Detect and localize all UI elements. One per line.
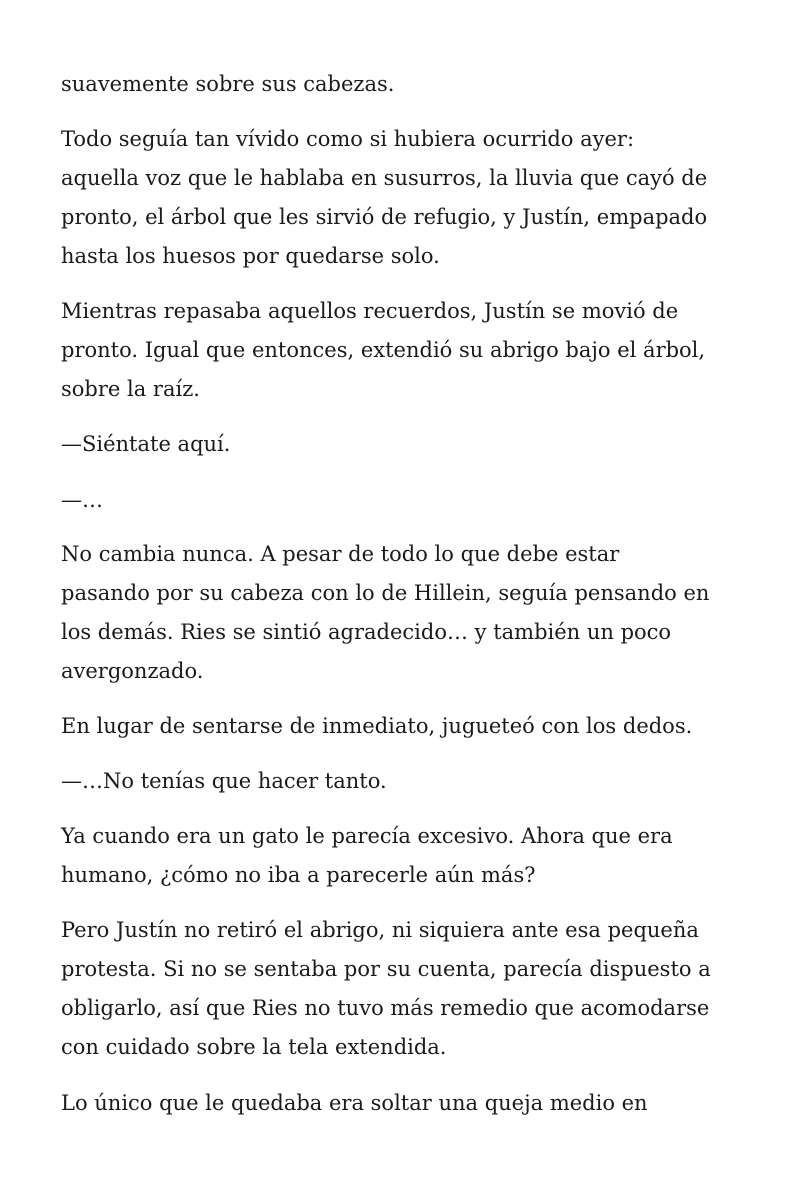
text-line: pasando por su cabeza con lo de Hillein, seguía pensando en [61,581,710,605]
text-line: protesta. Si no se sentaba por su cuenta, parecía dispuesto a [61,957,711,981]
text-line: avergonzado. [61,659,204,683]
text-line: pronto. Igual que entonces, extendió su abrigo bajo el árbol, [61,338,706,362]
text-line: Mientras repasaba aquellos recuerdos, Justín se movió de [61,299,679,323]
text-line: pronto, el árbol que les sirvió de refugio, y Justín, empapado [61,205,708,229]
text-line: No cambia nunca. A pesar de todo lo que debe estar [61,542,620,566]
dialogue-line: —… [61,488,103,512]
text-line: obligarlo, así que Ries no tuvo más remedio que acomodarse [61,996,710,1020]
text-line: humano, ¿cómo no iba a parecerle aún más? [61,863,536,887]
text-line: con cuidado sobre la tela extendida. [61,1035,447,1059]
text-line: Ya cuando era un gato le parecía excesivo. Ahora que era [61,824,673,848]
text-line: los demás. Ries se sintió agradecido… y también un poco [61,620,672,644]
dialogue-line: —Siéntate aquí. [61,432,231,456]
text-line: suavemente sobre sus cabezas. [61,72,395,96]
text-line: Lo único que le quedaba era soltar una queja medio en [61,1091,648,1115]
text-line: aquella voz que le hablaba en susurros, la lluvia que cayó de [61,166,708,190]
text-line: hasta los huesos por quedarse solo. [61,244,440,268]
text-line: Pero Justín no retiró el abrigo, ni siquiera ante esa pequeña [61,918,699,942]
text-line: sobre la raíz. [61,377,200,401]
dialogue-line: —…No tenías que hacer tanto. [61,769,387,793]
text-line: Todo seguía tan vívido como si hubiera ocurrido ayer: [61,127,635,151]
text-line: En lugar de sentarse de inmediato, jugueteó con los dedos. [61,714,693,738]
